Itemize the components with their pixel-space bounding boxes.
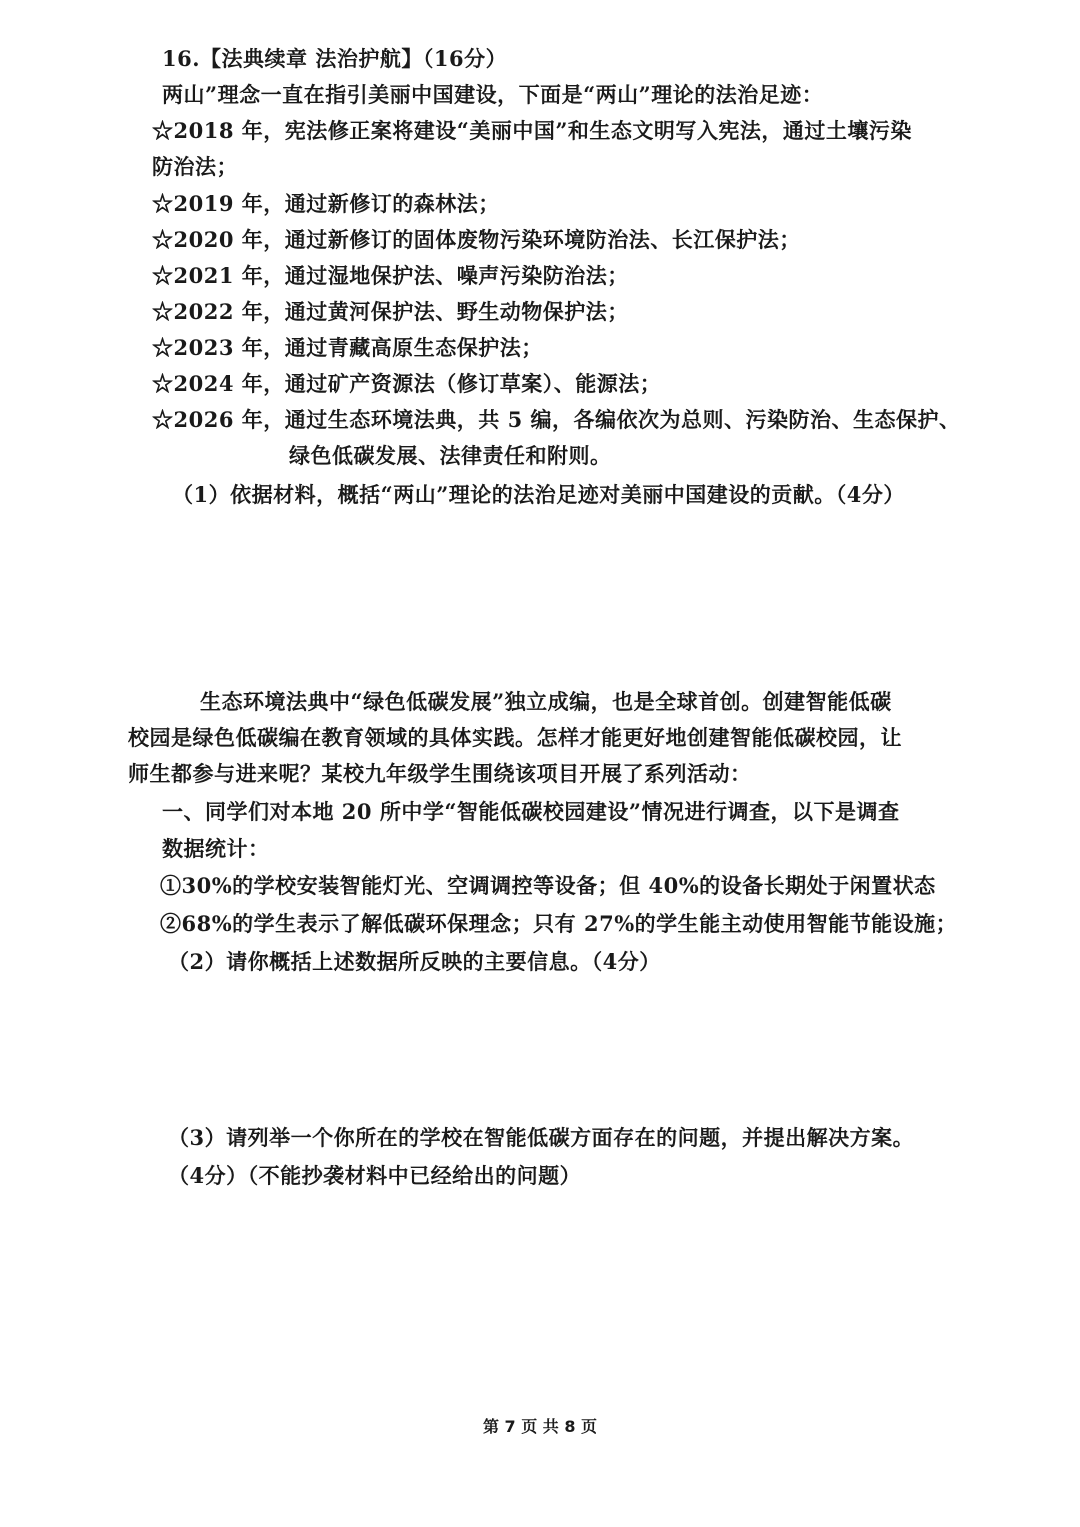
sub-question-3-note: （4分）（不能抄袭材料中已经给出的问题）: [168, 1163, 582, 1188]
timeline-item: ☆2021 年，通过湿地保护法、噪声污染防治法；: [152, 263, 629, 288]
timeline-item: ☆2024 年，通过矿产资源法（修订草案）、能源法；: [152, 371, 662, 396]
data-point: ①30%的学校安装智能灯光、空调调控等设备；但 40%的设备长期处于闲置状态: [160, 873, 936, 898]
survey-line: 一、同学们对本地 20 所中学“智能低碳校园建设”情况进行调查，以下是调查: [162, 799, 900, 824]
sub-question-1: （1）依据材料，概括“两山”理论的法治足迹对美丽中国建设的贡献。（4分）: [172, 482, 905, 507]
survey-line: 数据统计：: [162, 836, 270, 861]
sub-question-2: （2）请你概括上述数据所反映的主要信息。（4分）: [168, 949, 661, 974]
question-title: 16.【法典续章 法治护航】（16分）: [162, 46, 508, 71]
paragraph-line: 生态环境法典中“绿色低碳发展”独立成编，也是全球首创。创建智能低碳: [200, 689, 892, 714]
page-number: 第 7 页 共 8 页: [482, 1417, 598, 1436]
sub-question-3: （3）请列举一个你所在的学校在智能低碳方面存在的问题，并提出解决方案。: [168, 1125, 915, 1150]
timeline-item: ☆2023 年，通过青藏高原生态保护法；: [152, 335, 543, 360]
timeline-item: ☆2026 年，通过生态环境法典，共 5 编，各编依次为总则、污染防治、生态保护、: [152, 407, 961, 432]
timeline-item: ☆2018 年，宪法修正案将建设“美丽中国”和生态文明写入宪法，通过土壤污染: [152, 118, 912, 143]
timeline-item: 绿色低碳发展、法律责任和附则。: [289, 443, 612, 468]
timeline-item: ☆2022 年，通过黄河保护法、野生动物保护法；: [152, 299, 629, 324]
timeline-item: ☆2020 年，通过新修订的固体废物污染环境防治法、长江保护法；: [152, 227, 801, 252]
timeline-item: 防治法；: [152, 154, 238, 179]
paragraph-line: 校园是绿色低碳编在教育领域的具体实践。怎样才能更好地创建智能低碳校园，让: [128, 725, 902, 750]
question-intro: 两山”理念一直在指引美丽中国建设，下面是“两山”理论的法治足迹：: [162, 82, 824, 107]
paragraph-line: 师生都参与进来呢？某校九年级学生围绕该项目开展了系列活动：: [128, 761, 752, 786]
timeline-item: ☆2019 年，通过新修订的森林法；: [152, 191, 500, 216]
data-point: ②68%的学生表示了解低碳环保理念；只有 27%的学生能主动使用智能节能设施；: [160, 911, 958, 936]
